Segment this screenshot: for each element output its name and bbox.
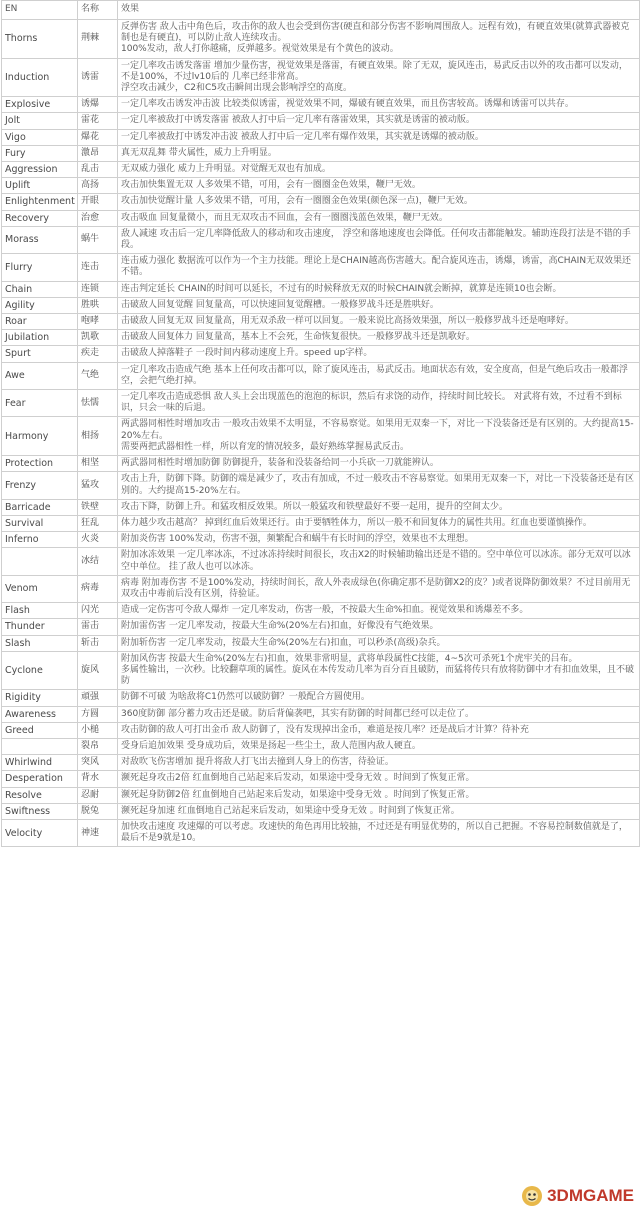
- skill-effect: [118, 254, 640, 281]
- skill-effect: [118, 532, 640, 548]
- skill-effect-line: 攻击加快觉醒计量 人多效果不错，可用，会有一圈圈金色效果(颜色深一点)，鞭尸无效。: [121, 196, 473, 207]
- skill-cn-name: 忍耐: [78, 787, 118, 803]
- skill-effect: [118, 690, 640, 706]
- skill-en-name: Awareness: [2, 706, 78, 722]
- table-row: [2, 548, 640, 575]
- skill-en-name: Recovery: [2, 210, 78, 226]
- skill-cn-name: 蜗牛: [78, 226, 118, 253]
- table-row: [2, 254, 640, 281]
- skill-effect: [118, 575, 640, 602]
- skill-cn-name: 铁壁: [78, 499, 118, 515]
- skill-en-name: Survival: [2, 515, 78, 531]
- table-row: [2, 456, 640, 472]
- skill-effect-line: 附加雷伤害 一定几率发动，按最大生命%(20%左右)扣血，好像没有气绝效果。: [121, 621, 439, 632]
- skill-en-name: Morass: [2, 226, 78, 253]
- skill-effect-line: 击破敌人回复觉醒 回复量高，可以快速回复觉醒槽。一般修罗战斗还是胜哄好。: [121, 299, 439, 310]
- skill-effect: [118, 129, 640, 145]
- table-row: [2, 515, 640, 531]
- skill-effect-line: 敌人减速 攻击后一定几率降低敌人的移动和攻击速度， 浮空和落地速度也会降低。任何攻击都能触发。辅助连段打法是不错的手段。: [121, 228, 631, 251]
- skill-cn-name: 裂帛: [78, 738, 118, 754]
- skill-effect-line: 濒死起身攻击2倍 红血倒地自己站起来后发动，如果途中受身无效 。时间到了恢复正常。: [121, 773, 475, 784]
- table-row: [2, 619, 640, 635]
- skill-cn-name: 冰结: [78, 548, 118, 575]
- header-en: EN: [2, 1, 78, 20]
- skill-effect-line: 反弹伤害 敌人击中角色后，攻击你的敌人也会受到伤害(硬直和部分伤害不影响周围敌人。远程有效)，有硬直效果(就算武器被克制也是有硬直)，可以防止敌人连续攻击。: [121, 22, 630, 44]
- skill-cn-name: 突风: [78, 755, 118, 771]
- skill-cn-name: 疾走: [78, 346, 118, 362]
- skill-effect-line: 造成一定伤害可令敌人爆炸 一定几率发动，伤害一般，不按最大生命%扣血。视觉效果和诱爆差不多。: [121, 605, 529, 616]
- skill-effect: [118, 472, 640, 499]
- table-row: [2, 178, 640, 194]
- header-row: [2, 1, 640, 20]
- skill-en-name: Aggression: [2, 162, 78, 178]
- skill-effect: [118, 803, 640, 819]
- skill-effect-line: 一定几率攻击造成恐惧 敌人头上会出现蓝色的泡泡的标识，然后有求饶的动作，持续时间比较长。 对武将有效，不过看不到标识，只会一味的后退。: [121, 392, 622, 414]
- table-row: [2, 532, 640, 548]
- table-row: [2, 787, 640, 803]
- table-row: [2, 635, 640, 651]
- skill-effect-line: 攻击吸血 回复量微小，而且无双攻击不回血，会有一圈圈浅蓝色效果，鞭尸无效。: [121, 212, 448, 223]
- skill-en-name: Enlightenment: [2, 194, 78, 210]
- skill-effect-line: 一定几率被敌打中诱发落雷 被敌人打中后一定几率有落雷效果，其实就是诱雷的被动版。: [121, 115, 475, 126]
- skill-effect: [118, 58, 640, 97]
- skill-cn-name: 连击: [78, 254, 118, 281]
- skill-effect-line: 一定几率被敌打中诱发冲击波 被敌人打中后一定几率有爆作效果，其实就是诱爆的被动版。: [121, 131, 484, 142]
- skill-effect: [118, 330, 640, 346]
- table-row: [2, 362, 640, 389]
- skill-en-name: Jolt: [2, 113, 78, 129]
- skill-en-name: Desperation: [2, 771, 78, 787]
- skill-cn-name: 乱击: [78, 162, 118, 178]
- table-row: [2, 129, 640, 145]
- skill-effect: [118, 515, 640, 531]
- table-row: [2, 145, 640, 161]
- skill-en-name: Rigidity: [2, 690, 78, 706]
- skill-cn-name: 神速: [78, 819, 118, 846]
- skill-en-name: Thunder: [2, 619, 78, 635]
- table-body: [2, 20, 640, 847]
- table-row: [2, 390, 640, 417]
- skill-en-name: Induction: [2, 58, 78, 97]
- table-row: [2, 346, 640, 362]
- skill-en-name: Awe: [2, 362, 78, 389]
- skill-en-name: Whirlwind: [2, 755, 78, 771]
- skill-effect-line: 一定几率攻击诱发冲击波 比较类似诱雷，视觉效果不同，爆破有硬直效果，而且伤害较高。诱爆和诱雷可以共存。: [121, 99, 574, 110]
- table-row: [2, 722, 640, 738]
- skill-cn-name: 方圆: [78, 706, 118, 722]
- table-row: [2, 20, 640, 59]
- skill-effect-line: 附加炎伤害 100%发动，伤害不强，频繁配合和蜗牛有长时间的浮空，效果也不太理想。: [121, 534, 474, 545]
- skill-cn-name: 旋风: [78, 651, 118, 690]
- table-row: [2, 226, 640, 253]
- skill-effect: [118, 20, 640, 59]
- skill-effect: [118, 178, 640, 194]
- table-row: [2, 330, 640, 346]
- skill-en-name: Roar: [2, 314, 78, 330]
- skill-en-name: Greed: [2, 722, 78, 738]
- skill-en-name: Thorns: [2, 20, 78, 59]
- skill-effect-line: 濒死起身防御2倍 红血倒地自己站起来后发动，如果途中受身无效 。时间到了恢复正常。: [121, 789, 475, 800]
- table-row: [2, 706, 640, 722]
- skill-cn-name: 爆花: [78, 129, 118, 145]
- watermark: [520, 1183, 634, 1209]
- skill-effect-line: 多属性输出，一次秒。比较翻草项的属性。旋风在本传发动几率为百分百且破防，而猛将传只有放将防御中才有扣血效果，且不破防: [121, 664, 635, 687]
- skill-effect-line: 附加冰冻效果 一定几率冰冻，不过冰冻持续时间很长，攻击X2的时候辅助输出还是不错的。空中单位可以冰冻。部分无双可以冰空中单位。 挂了敌人也可以冰冻。: [121, 550, 631, 572]
- skill-effect: [118, 619, 640, 635]
- skill-effect: [118, 603, 640, 619]
- table-row: [2, 97, 640, 113]
- skill-effect: [118, 706, 640, 722]
- skill-effect: [118, 390, 640, 417]
- skill-effect-line: 真无双乱舞 带火属性，威力上升明显。: [121, 147, 277, 158]
- skill-en-name: Swiftness: [2, 803, 78, 819]
- skill-effect-line: 攻击下降，防御上升。和猛攻相反效果。所以一般猛攻和铁壁最好不要一起用，提升的空间太少。: [121, 501, 509, 512]
- skill-cn-name: 小槌: [78, 722, 118, 738]
- table-row: [2, 690, 640, 706]
- skill-cn-name: 胜哄: [78, 297, 118, 313]
- table-row: [2, 651, 640, 690]
- skill-en-name: Slash: [2, 635, 78, 651]
- skill-cn-name: 猛攻: [78, 472, 118, 499]
- skill-en-name: Velocity: [2, 819, 78, 846]
- skill-cn-name: 咆哮: [78, 314, 118, 330]
- table-row: [2, 803, 640, 819]
- skill-effect: [118, 787, 640, 803]
- header-effect: 效果: [118, 1, 640, 20]
- skill-en-name: [2, 548, 78, 575]
- skill-cn-name: 頑强: [78, 690, 118, 706]
- table-row: [2, 417, 640, 456]
- table-row: [2, 113, 640, 129]
- skill-cn-name: 雷花: [78, 113, 118, 129]
- skill-effect-line: 攻击加快集置无双 人多效果不错，可用，会有一圈圈金色效果，鞭尸无效。: [121, 180, 421, 191]
- skill-en-name: Barricade: [2, 499, 78, 515]
- table-row: [2, 819, 640, 846]
- skill-effect: [118, 771, 640, 787]
- skill-en-name: Agility: [2, 297, 78, 313]
- skill-cn-name: 气绝: [78, 362, 118, 389]
- skill-effect-line: 连击判定延长 CHAIN的时间可以延长，不过有的时候释放无双的时候CHAIN就会断掉，就算是连锁10也会断。: [121, 283, 562, 294]
- skill-effect: [118, 113, 640, 129]
- skill-effect: [118, 194, 640, 210]
- skill-cn-name: 火炎: [78, 532, 118, 548]
- skill-cn-name: 病毒: [78, 575, 118, 602]
- skill-effect: [118, 346, 640, 362]
- header-cn: 名称: [78, 1, 118, 20]
- table-row: [2, 575, 640, 602]
- skill-cn-name: 诱雷: [78, 58, 118, 97]
- skill-en-name: Jubilation: [2, 330, 78, 346]
- table-row: [2, 210, 640, 226]
- table-row: [2, 314, 640, 330]
- skill-en-name: Vigo: [2, 129, 78, 145]
- skill-en-name: Frenzy: [2, 472, 78, 499]
- table-row: [2, 738, 640, 754]
- 3dm-logo-icon: [520, 1184, 544, 1208]
- skill-effect-line: 需要两把武器相性一样，所以育宠的情况较多，最好熟练掌握易武反击。: [121, 441, 410, 452]
- skill-en-name: Protection: [2, 456, 78, 472]
- skill-en-name: Inferno: [2, 532, 78, 548]
- skill-effect: [118, 548, 640, 575]
- skill-effect-line: 病毒 附加毒伤害 不是100%发动，持续时间长，敌人外表成绿色(你确定那不是防御X2的皮？)或者说降防御效果？不过目前用无双攻击中毒前后没有区别，待验证。: [121, 577, 631, 599]
- skill-effect: [118, 635, 640, 651]
- skill-effect: [118, 456, 640, 472]
- skill-effect: [118, 226, 640, 253]
- skill-en-name: Fury: [2, 145, 78, 161]
- skill-effect-line: 攻击上升，防御下降。防御的端是减少了，攻击有加成，不过一般攻击不容易察觉。如果用无双秦一下，对比一下没装备还是有区别的。大约提高15-20%左右。: [121, 474, 635, 496]
- skill-effect-line: 浮空攻击减少，C2和C5攻击瞬间出现会影响浮空的高度。: [121, 83, 353, 94]
- skill-effect-line: 对敌吹飞伤害增加 提升将敌人打飞出去撞到人身上的伤害，待验证。: [121, 757, 394, 768]
- skill-cn-name: 狂乱: [78, 515, 118, 531]
- skill-effect-line: 击破敌人回复体力 回复量高，基本上不会死，生命恢复很快。一般修罗战斗还是凯歌好。: [121, 332, 475, 343]
- skill-cn-name: 激昂: [78, 145, 118, 161]
- skill-cn-name: 闪光: [78, 603, 118, 619]
- table-row: [2, 499, 640, 515]
- skill-cn-name: 雷击: [78, 619, 118, 635]
- skill-en-name: Flash: [2, 603, 78, 619]
- skill-effect-line: 一定几率攻击造成气绝 基本上任何攻击都可以，除了旋风连击，易武反击。地面状态有效，安全度高，但是气绝后攻击一般都浮空，会把气绝打掉。: [121, 364, 628, 386]
- skill-effect-line: 附加风伤害 按最大生命%(20%左右)扣血，效果非常明显，武将单段属性C技能，4~5次可杀死1个虎牢关的吕布。: [121, 653, 578, 664]
- skill-en-name: Flurry: [2, 254, 78, 281]
- skill-cn-name: 斩击: [78, 635, 118, 651]
- skill-effect: [118, 651, 640, 690]
- skill-effect-line: 一定几率攻击诱发落雷 增加少量伤害，视觉效果是落雷，有硬直效果。除了无双，旋风连击，易武反击以外的攻击都可以发动，不是100%，不过lv10后的 几率已经非常高。: [121, 60, 628, 82]
- skill-effect-line: 两武器同相性时增加防御 防御提升，装备和没装备给同一小兵砍一刀就能辨认。: [121, 458, 439, 469]
- skill-en-name: Cyclone: [2, 651, 78, 690]
- skill-effect: [118, 362, 640, 389]
- skill-effect: [118, 755, 640, 771]
- skill-effect-line: 100%发动，敌人打你越痛，反弹越多。视觉效果是有个黄色的波动。: [121, 44, 399, 55]
- skill-effect: [118, 210, 640, 226]
- table-row: [2, 771, 640, 787]
- skill-effect-line: 两武器同相性时增加攻击 一般攻击效果不太明显，不容易察觉。如果用无双秦一下，对比一下没装备还是有区别的。大约提高15-20%左右。: [121, 419, 634, 441]
- skill-effect: [118, 314, 640, 330]
- skill-effect: [118, 499, 640, 515]
- skill-cn-name: 荆棘: [78, 20, 118, 59]
- skill-effect: [118, 162, 640, 178]
- table-row: [2, 472, 640, 499]
- skill-effect-line: 连击威力强化 数据流可以作为一个主力技能。理论上是CHAIN越高伤害越大。配合旋风连击，诱爆，诱雷，高CHAIN无双效果还不错。: [121, 256, 632, 278]
- skill-effect-line: 360度防御 部分蓄力攻击还是破。防后背偏袭吧，其实有防御的时间都已经可以走位了。: [121, 708, 475, 719]
- skill-effect: [118, 417, 640, 456]
- skills-table: [1, 0, 640, 847]
- skill-effect: [118, 97, 640, 113]
- skill-cn-name: 相扬: [78, 417, 118, 456]
- table-row: [2, 281, 640, 297]
- skill-cn-name: 开眼: [78, 194, 118, 210]
- skill-cn-name: 怯懦: [78, 390, 118, 417]
- skill-en-name: Explosive: [2, 97, 78, 113]
- skill-en-name: Resolve: [2, 787, 78, 803]
- table-row: [2, 194, 640, 210]
- skill-en-name: Chain: [2, 281, 78, 297]
- skill-effect: [118, 819, 640, 846]
- skill-effect: [118, 145, 640, 161]
- skill-cn-name: 背水: [78, 771, 118, 787]
- skill-effect: [118, 281, 640, 297]
- table-row: [2, 58, 640, 97]
- skill-en-name: Harmony: [2, 417, 78, 456]
- skill-en-name: [2, 738, 78, 754]
- skill-effect-line: 受身后追加效果 受身成功后，效果是扬起一些尘土，敌人范围内敌人硬直。: [121, 740, 421, 751]
- skill-effect-line: 附加斩伤害 一定几率发动，按最大生命%(20%左右)扣血，可以秒杀(高级)杂兵。: [121, 637, 446, 648]
- table-row: [2, 297, 640, 313]
- skill-en-name: Spurt: [2, 346, 78, 362]
- skill-effect-line: 防御不可破 为啥敌将C1仍然可以破防御？一般配合方圆使用。: [121, 692, 370, 703]
- skill-cn-name: 高扬: [78, 178, 118, 194]
- skill-effect-line: 濒死起身加速 红血倒地自己站起来后发动，如果途中受身无效 。时间到了恢复正常。: [121, 805, 460, 816]
- skill-en-name: Venom: [2, 575, 78, 602]
- skill-effect-line: 击破敌人回复无双 回复量高，用无双杀敌一样可以回复。一般来说比高扬效果强，所以一般修罗战斗还是咆哮好。: [121, 316, 574, 327]
- skill-en-name: Uplift: [2, 178, 78, 194]
- skill-effect: [118, 297, 640, 313]
- skill-effect-line: 无双威力强化 威力上升明显。对觉醒无双也有加成。: [121, 164, 331, 175]
- skill-effect-line: 加快攻击速度 攻速爆的可以考虑。攻速快的角色再用比较抽，不过还是有明显优势的，所以自己把握。不容易控制数值就是了，最后不是9就是10。: [121, 821, 628, 844]
- skill-cn-name: 诱爆: [78, 97, 118, 113]
- skill-cn-name: 相坚: [78, 456, 118, 472]
- table-row: [2, 755, 640, 771]
- skill-effect-line: 攻击防御的敌人可打出金币 敌人防御了，没有发现掉出金币，难道是按几率？还是战后才计算？待补充: [121, 724, 529, 735]
- skill-effect-line: 击破敌人掉落鞋子 一段时间内移动速度上升。speed up字样。: [121, 348, 373, 359]
- skill-cn-name: 连锁: [78, 281, 118, 297]
- skill-effect-line: 体力越少攻击越高？ 掉到红血后效果还行。由于要牺牲体力，所以一般不和回复体力的属性共用。红血也要谨慎操作。: [121, 517, 592, 528]
- skill-effect: [118, 738, 640, 754]
- skill-en-name: Fear: [2, 390, 78, 417]
- skill-cn-name: 治愈: [78, 210, 118, 226]
- table-row: [2, 603, 640, 619]
- skill-cn-name: 凯歌: [78, 330, 118, 346]
- table-row: [2, 162, 640, 178]
- skill-effect: [118, 722, 640, 738]
- skill-cn-name: 脱兔: [78, 803, 118, 819]
- watermark-text: 3DMGAME: [547, 1186, 634, 1205]
